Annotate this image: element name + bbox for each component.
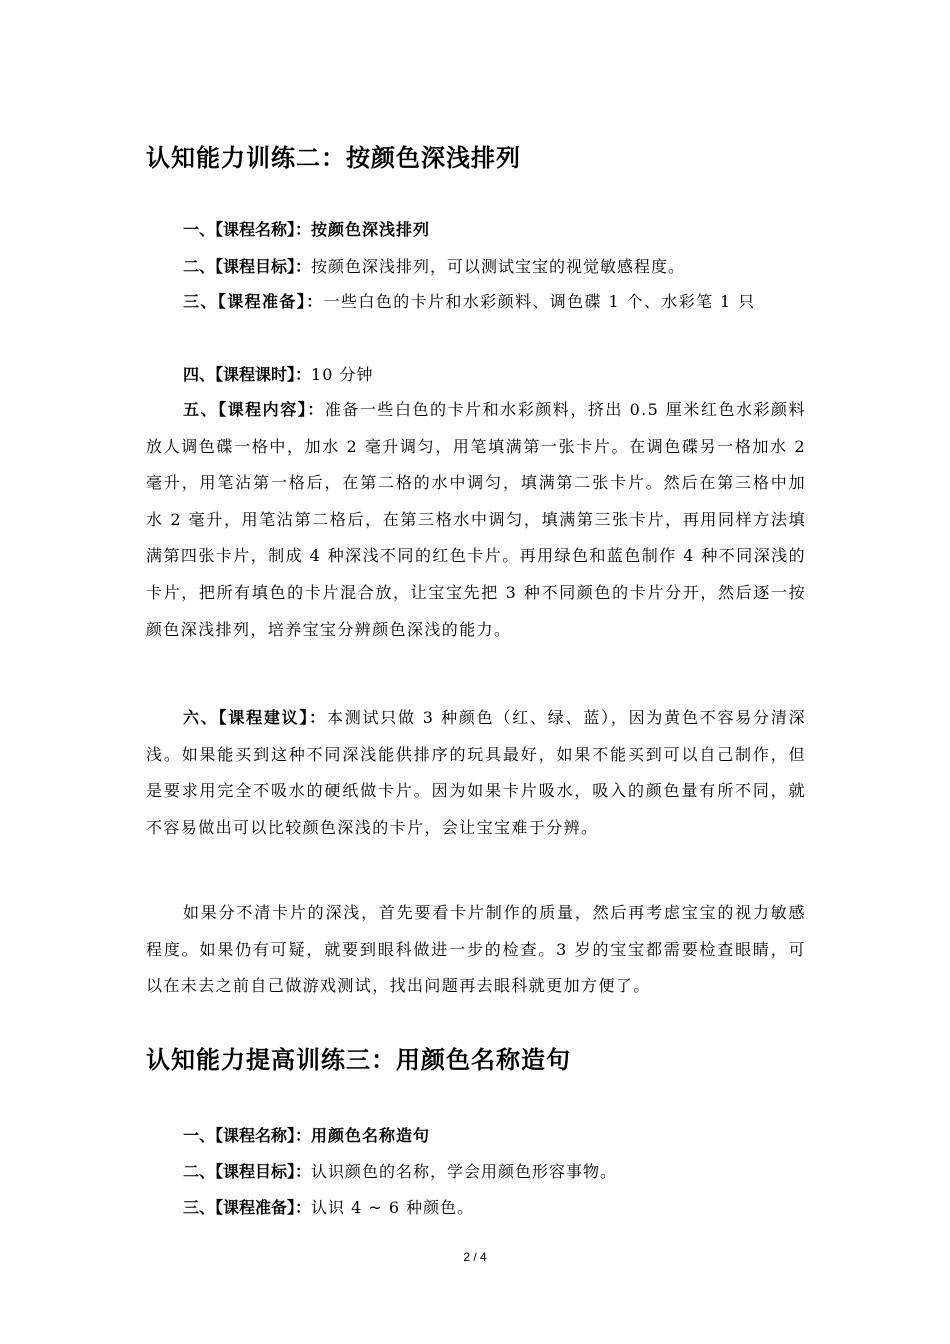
field-label: 一、【课程名称】： (183, 220, 312, 239)
note-paragraph: 如果分不清卡片的深浅，首先要看卡片制作的质量，然后再考虑宝宝的视力敏感程度。如果仍有可疑，就要到眼科做进一步的检查。3 岁的宝宝都需要检查眼睛，可以在未去之前自己做游戏测试，找出问题再去眼科就更加方便了。 (146, 903, 806, 996)
course-name-line (183, 1126, 430, 1146)
course-goal-line (183, 257, 685, 277)
field-label: 二、【课程目标】： (183, 257, 312, 276)
field-label: 三、【课程准备】： (183, 292, 324, 311)
section-title: 认知能力训练二：按颜色深浅排列 (146, 144, 521, 172)
course-name-line (183, 220, 430, 240)
field-value: 认识 4 ~ 6 种颜色。 (311, 1198, 475, 1217)
course-prep-paragraph (146, 284, 806, 321)
field-label: 三、【课程准备】： (183, 1198, 312, 1217)
field-label: 一、【课程名称】： (183, 1126, 312, 1145)
course-prep-line (183, 1198, 474, 1218)
field-value: 一些白色的卡片和水彩颜料、调色碟 1 个、水彩笔 1 只 (323, 292, 756, 311)
course-goal-line (183, 1162, 617, 1182)
field-value: 按颜色深浅排列，可以测试宝宝的视觉敏感程度。 (311, 257, 686, 276)
course-content-paragraph (146, 392, 806, 648)
section-title: 认知能力提高训练三：用颜色名称造句 (146, 1046, 571, 1074)
field-value: 按颜色深浅排列 (311, 220, 431, 239)
field-value: 本测试只做 3 种颜色（红、绿、蓝），因为黄色不容易分清深浅。如果能买到这种不同深浅能供排序的玩具最好，如果不能买到可以自己制作，但是要求用完全不吸水的硬纸做卡片。因为如果卡片吸水，吸入的颜色量有所不同，就不容易做出可以比较颜色深浅的卡片，会让宝宝难于分辨。 (146, 708, 806, 837)
course-duration-line (183, 365, 373, 385)
field-label: 四、【课程课时】： (183, 365, 312, 384)
field-label: 五、【课程内容】： (183, 400, 325, 419)
page-number: 2 / 4 (463, 1250, 487, 1264)
field-label: 二、【课程目标】： (183, 1162, 312, 1181)
field-value: 认识颜色的名称，学会用颜色形容事物。 (311, 1162, 618, 1181)
field-value: 准备一些白色的卡片和水彩颜料，挤出 0.5 厘米红色水彩颜料放人调色碟一格中，加水 2 毫升调匀，用笔填满第一张卡片。在调色碟另一格加水 2 毫升，用笔沾第一格后，在第二格的水中调匀，填满第二张卡片。然后在第三格中加水 2 毫升，用笔沾第二格后，在第三格水中调匀，填满第三张卡片，再用同样方法填满第四张卡片，制成 4 种深浅不同的红色卡片。再用绿色和蓝色制作 4 种不同深浅的卡片，把所有填色的卡片混合放，让宝宝先把 3 种不同颜色的卡片分开，然后逐一按颜色深浅排列，培养宝宝分辨颜色深浅的能力。 (146, 400, 806, 639)
field-value: 10 分钟 (311, 365, 374, 384)
course-advice-paragraph (146, 700, 806, 846)
field-value: 用颜色名称造句 (311, 1126, 431, 1145)
field-label: 六、【课程建议】： (183, 708, 327, 727)
